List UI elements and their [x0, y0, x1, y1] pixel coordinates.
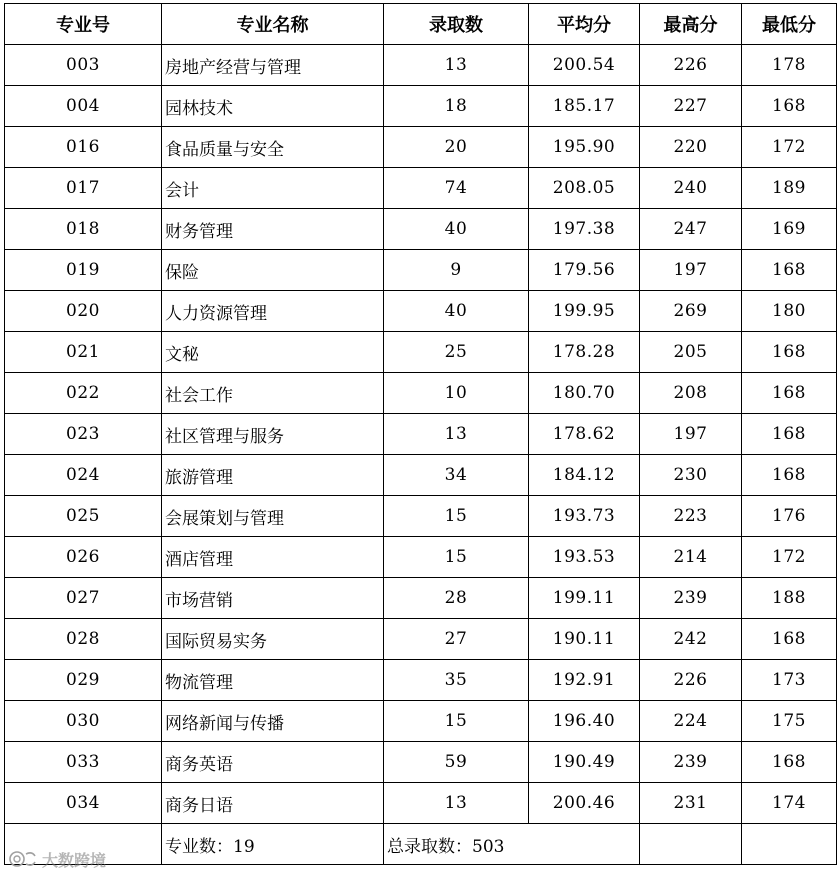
cell-average-score: 178.62: [529, 414, 640, 455]
header-min-score: 最低分: [742, 4, 837, 45]
cell-min-score: 172: [742, 537, 837, 578]
header-average-score: 平均分: [529, 4, 640, 45]
table-row: [5, 168, 837, 209]
cell-admitted-count: 25: [384, 332, 529, 373]
cell-major-name: 保险: [162, 250, 384, 291]
cell-admitted-count: 40: [384, 209, 529, 250]
cell-max-score: 231: [640, 783, 742, 824]
table-row: [5, 45, 837, 86]
cell-major-name: 商务英语: [162, 742, 384, 783]
cell-major-name: 商务日语: [162, 783, 384, 824]
cell-max-score: 224: [640, 701, 742, 742]
cell-admitted-count: 34: [384, 455, 529, 496]
cell-admitted-count: 13: [384, 45, 529, 86]
table-row: [5, 783, 837, 824]
cell-major-name: 社会工作: [162, 373, 384, 414]
watermark-text: 大数跨境: [42, 850, 107, 870]
cell-max-score: 230: [640, 455, 742, 496]
cell-min-score: 176: [742, 496, 837, 537]
cell-major-code: 024: [5, 455, 162, 496]
cell-major-code: 019: [5, 250, 162, 291]
table-row: [5, 86, 837, 127]
cell-min-score: 168: [742, 742, 837, 783]
table-row: [5, 742, 837, 783]
cell-major-name: 文秘: [162, 332, 384, 373]
cell-major-code: 018: [5, 209, 162, 250]
cell-average-score: 208.05: [529, 168, 640, 209]
cell-admitted-count: 74: [384, 168, 529, 209]
cell-min-score: 175: [742, 701, 837, 742]
cell-admitted-count: 18: [384, 86, 529, 127]
cell-max-score: 227: [640, 86, 742, 127]
cell-major-name: 社区管理与服务: [162, 414, 384, 455]
cell-major-name: 网络新闻与传播: [162, 701, 384, 742]
cell-major-code: 029: [5, 660, 162, 701]
cell-major-name: 财务管理: [162, 209, 384, 250]
cell-admitted-count: 59: [384, 742, 529, 783]
summary-empty-cell: [5, 824, 162, 865]
header-max-score: 最高分: [640, 4, 742, 45]
cell-major-name: 会展策划与管理: [162, 496, 384, 537]
cell-average-score: 192.91: [529, 660, 640, 701]
cell-min-score: 188: [742, 578, 837, 619]
cell-major-name: 市场营销: [162, 578, 384, 619]
cell-min-score: 168: [742, 455, 837, 496]
cell-major-code: 028: [5, 619, 162, 660]
cell-average-score: 199.11: [529, 578, 640, 619]
cell-max-score: 242: [640, 619, 742, 660]
cell-major-name: 会计: [162, 168, 384, 209]
table-row: [5, 332, 837, 373]
cell-major-code: 025: [5, 496, 162, 537]
cell-average-score: 179.56: [529, 250, 640, 291]
cell-average-score: 178.28: [529, 332, 640, 373]
table-row: [5, 414, 837, 455]
cell-major-code: 022: [5, 373, 162, 414]
cell-major-name: 物流管理: [162, 660, 384, 701]
cell-major-name: 园林技术: [162, 86, 384, 127]
cell-admitted-count: 27: [384, 619, 529, 660]
summary-empty-cell: [640, 824, 742, 865]
table-row: [5, 578, 837, 619]
cell-average-score: 190.49: [529, 742, 640, 783]
cell-major-code: 023: [5, 414, 162, 455]
cell-major-code: 030: [5, 701, 162, 742]
table-row: [5, 291, 837, 332]
cell-major-code: 004: [5, 86, 162, 127]
cell-admitted-count: 28: [384, 578, 529, 619]
cell-major-code: 033: [5, 742, 162, 783]
cell-min-score: 168: [742, 414, 837, 455]
cell-major-code: 020: [5, 291, 162, 332]
cell-max-score: 223: [640, 496, 742, 537]
cell-admitted-count: 40: [384, 291, 529, 332]
table-row: [5, 701, 837, 742]
cell-min-score: 168: [742, 250, 837, 291]
table-row: [5, 660, 837, 701]
cell-max-score: 214: [640, 537, 742, 578]
cell-max-score: 220: [640, 127, 742, 168]
header-major-code: 专业号: [5, 4, 162, 45]
cell-admitted-count: 10: [384, 373, 529, 414]
table-row: [5, 209, 837, 250]
cell-average-score: 199.95: [529, 291, 640, 332]
cell-min-score: 168: [742, 86, 837, 127]
cell-max-score: 239: [640, 578, 742, 619]
table-row: [5, 455, 837, 496]
cell-min-score: 189: [742, 168, 837, 209]
cell-admitted-count: 35: [384, 660, 529, 701]
cell-average-score: 180.70: [529, 373, 640, 414]
cell-major-name: 酒店管理: [162, 537, 384, 578]
cell-max-score: 239: [640, 742, 742, 783]
cell-average-score: 195.90: [529, 127, 640, 168]
cell-min-score: 168: [742, 332, 837, 373]
table-row: [5, 537, 837, 578]
admission-table: [4, 3, 837, 865]
summary-total-admitted: 总录取数：503: [384, 824, 640, 865]
cell-major-name: 人力资源管理: [162, 291, 384, 332]
cell-average-score: 193.73: [529, 496, 640, 537]
cell-max-score: 197: [640, 250, 742, 291]
table-row: [5, 496, 837, 537]
table-row: [5, 373, 837, 414]
cell-major-name: 国际贸易实务: [162, 619, 384, 660]
cell-admitted-count: 15: [384, 496, 529, 537]
cell-max-score: 208: [640, 373, 742, 414]
cell-major-name: 食品质量与安全: [162, 127, 384, 168]
cell-major-name: 旅游管理: [162, 455, 384, 496]
cell-min-score: 172: [742, 127, 837, 168]
cell-max-score: 197: [640, 414, 742, 455]
summary-empty-cell: [742, 824, 837, 865]
cell-admitted-count: 13: [384, 783, 529, 824]
cell-min-score: 178: [742, 45, 837, 86]
cell-min-score: 168: [742, 373, 837, 414]
cell-average-score: 196.40: [529, 701, 640, 742]
cell-min-score: 173: [742, 660, 837, 701]
cell-major-code: 003: [5, 45, 162, 86]
cell-major-name: 房地产经营与管理: [162, 45, 384, 86]
cell-major-code: 021: [5, 332, 162, 373]
cell-min-score: 169: [742, 209, 837, 250]
header-admitted-count: 录取数: [384, 4, 529, 45]
table-header: [5, 4, 837, 45]
cell-major-code: 027: [5, 578, 162, 619]
cell-max-score: 240: [640, 168, 742, 209]
cell-average-score: 190.11: [529, 619, 640, 660]
header-major-name: 专业名称: [162, 4, 384, 45]
cell-max-score: 205: [640, 332, 742, 373]
cell-average-score: 200.46: [529, 783, 640, 824]
cell-min-score: 168: [742, 619, 837, 660]
cell-major-code: 026: [5, 537, 162, 578]
cell-major-code: 034: [5, 783, 162, 824]
table-row: [5, 250, 837, 291]
cell-average-score: 185.17: [529, 86, 640, 127]
table-body: [5, 45, 837, 865]
cell-average-score: 197.38: [529, 209, 640, 250]
cell-max-score: 226: [640, 45, 742, 86]
cell-average-score: 193.53: [529, 537, 640, 578]
cell-admitted-count: 15: [384, 537, 529, 578]
cell-average-score: 184.12: [529, 455, 640, 496]
cell-major-code: 017: [5, 168, 162, 209]
cell-min-score: 174: [742, 783, 837, 824]
cell-max-score: 247: [640, 209, 742, 250]
summary-major-count: 专业数：19: [162, 824, 384, 865]
cell-admitted-count: 20: [384, 127, 529, 168]
summary-row: [5, 824, 837, 865]
cell-major-code: 016: [5, 127, 162, 168]
cell-admitted-count: 9: [384, 250, 529, 291]
table-row: [5, 619, 837, 660]
cell-admitted-count: 13: [384, 414, 529, 455]
cell-max-score: 269: [640, 291, 742, 332]
cell-max-score: 226: [640, 660, 742, 701]
cell-min-score: 180: [742, 291, 837, 332]
header-row: [5, 4, 837, 45]
table-row: [5, 127, 837, 168]
cell-average-score: 200.54: [529, 45, 640, 86]
cell-admitted-count: 15: [384, 701, 529, 742]
